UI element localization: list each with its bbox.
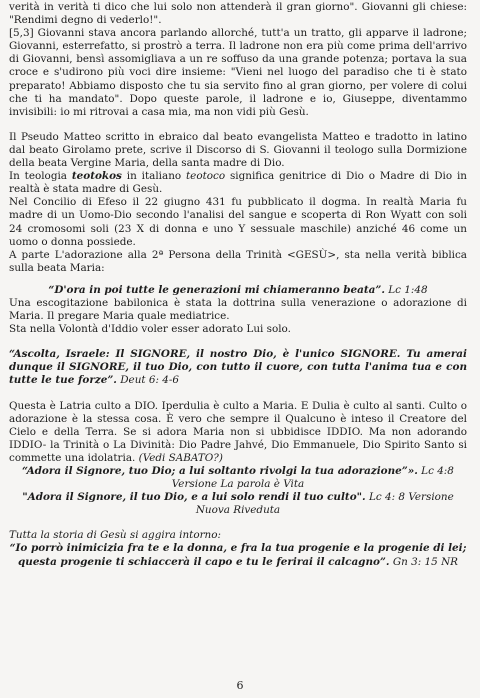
page-number: 6 bbox=[236, 678, 244, 692]
term-teotokos: teotokos bbox=[71, 170, 122, 183]
paragraph-10: Tutta la storia di Gesù si aggira intorno: bbox=[9, 529, 222, 542]
paragraph-3: Il Pseudo Matteo scritto in ebraico dal beato evangelista Matteo e tradotto in latino dal beato Girolamo prete, scrive il Discorso di S. Giovanni il teologo sulla Dormizione della beata Vergine Maria, della santa madre di Dio. bbox=[9, 130, 467, 170]
paragraph-7: Una escogitazione babilonica è stata la dottrina sulla venerazione o adorazione di Maria. Il pregare Maria quale mediatrice. bbox=[9, 296, 467, 323]
quote-genesis-3-15: “Io porrò inimicizia fra te e la donna, e fra la tua progenie e la progenie di lei; questa progenie ti schiaccerà il capo e tu le ferirai il calcagno”. Gn 3: 15 NR bbox=[9, 542, 467, 568]
paragraph-9: Questa è Latria culto a DIO. Iperdulia è culto a Maria. E Dulia è culto al santi. Culto o adorazione è la stessa cosa. È vero che sempre il Qualcuno è inteso il Creatore del Cielo e della Terra. Se si adora Maria non si ubbidisce IDDIO. Ma non adorando IDDIO- la Trinità o La Divinità: Dio Padre Jahvé, Dio Emmanuele, Dio Spirito Santo si commette una idolatria. (Vedi SABATO?) bbox=[9, 399, 467, 464]
quote-deut-6: “Ascolta, Israele: Il SIGNORE, il nostro Dio, è l'unico SIGNORE. Tu amerai dunque il SIGNORE, il tuo Dio, con tutto il cuore, con tutta l'anima tua e con tutte le tue forze”. Deut 6: 4-6 bbox=[9, 348, 467, 387]
paragraph-1: verità in verità ti dico che lui solo non attenderà il gran giorno". Giovanni gli chiese: "Rendimi degno di vederlo!". bbox=[9, 1, 467, 27]
quote-luke-4-8-b: "Adora il Signore, il tuo Dio, e a lui solo rendi il tuo culto". Lc 4: 8 Versione Nuova Riveduta bbox=[22, 491, 454, 517]
term-teotoco: teotoco bbox=[186, 170, 226, 183]
paragraph-6: A parte L'adorazione alla 2ª Persona della Trinità <GESÙ>, sta nella verità biblica sulla beata Maria: bbox=[9, 248, 467, 274]
paragraph-4: In teologia teotokos in italiano teotoco significa genitrice di Dio o Madre di Dio in realtà è stata madre di Gesù. bbox=[9, 170, 467, 196]
paragraph-8: Sta nella Volontà d'Iddio voler esser adorato Lui solo. bbox=[9, 323, 291, 336]
paragraph-5: Nel Concilio di Efeso il 22 giugno 431 fu pubblicato il dogma. In realtà Maria fu madre di un Uomo-Dio secondo l'analisi del sangue e scoperta di Ron Wyatt con soli 24 cromosomi soli (23 X di donna e uno Y sessuale maschile) anziché 46 come un uomo o donna possiede. bbox=[9, 196, 467, 248]
see-sabato-note: (Vedi SABATO?) bbox=[138, 451, 223, 464]
quote-luke-4-8-a: “Adora il Signore, tuo Dio; a lui soltanto rivolgi la tua adorazione”». Lc 4:8 Versione La parola è Vita bbox=[22, 465, 454, 491]
quote-luke-1-48: “D'ora in poi tutte le generazioni mi chiameranno beata”. Lc 1:48 bbox=[48, 283, 428, 296]
paragraph-2: [5,3] Giovanni stava ancora parlando allorché, tutt'a un tratto, gli apparve il ladrone; Giovanni, esterrefatto, si prostrò a terra. Il ladrone non era più come prima dell'arrivo di Giovanni, bensì assomigliava a un re soffuso da una grande potenza; portava la sua croce e s'udirono più voci dire insieme: "Vieni nel luogo del paradiso che ti è stato preparato! Abbiamo disposto che tu sia servito fino al gran giorno, per volere di colui che ti ha mandato". Dopo queste parole, il ladrone e io, Giuseppe, diventammo invisibili: io mi ritrovai a casa mia, ma non vidi più Gesù. bbox=[9, 27, 467, 118]
